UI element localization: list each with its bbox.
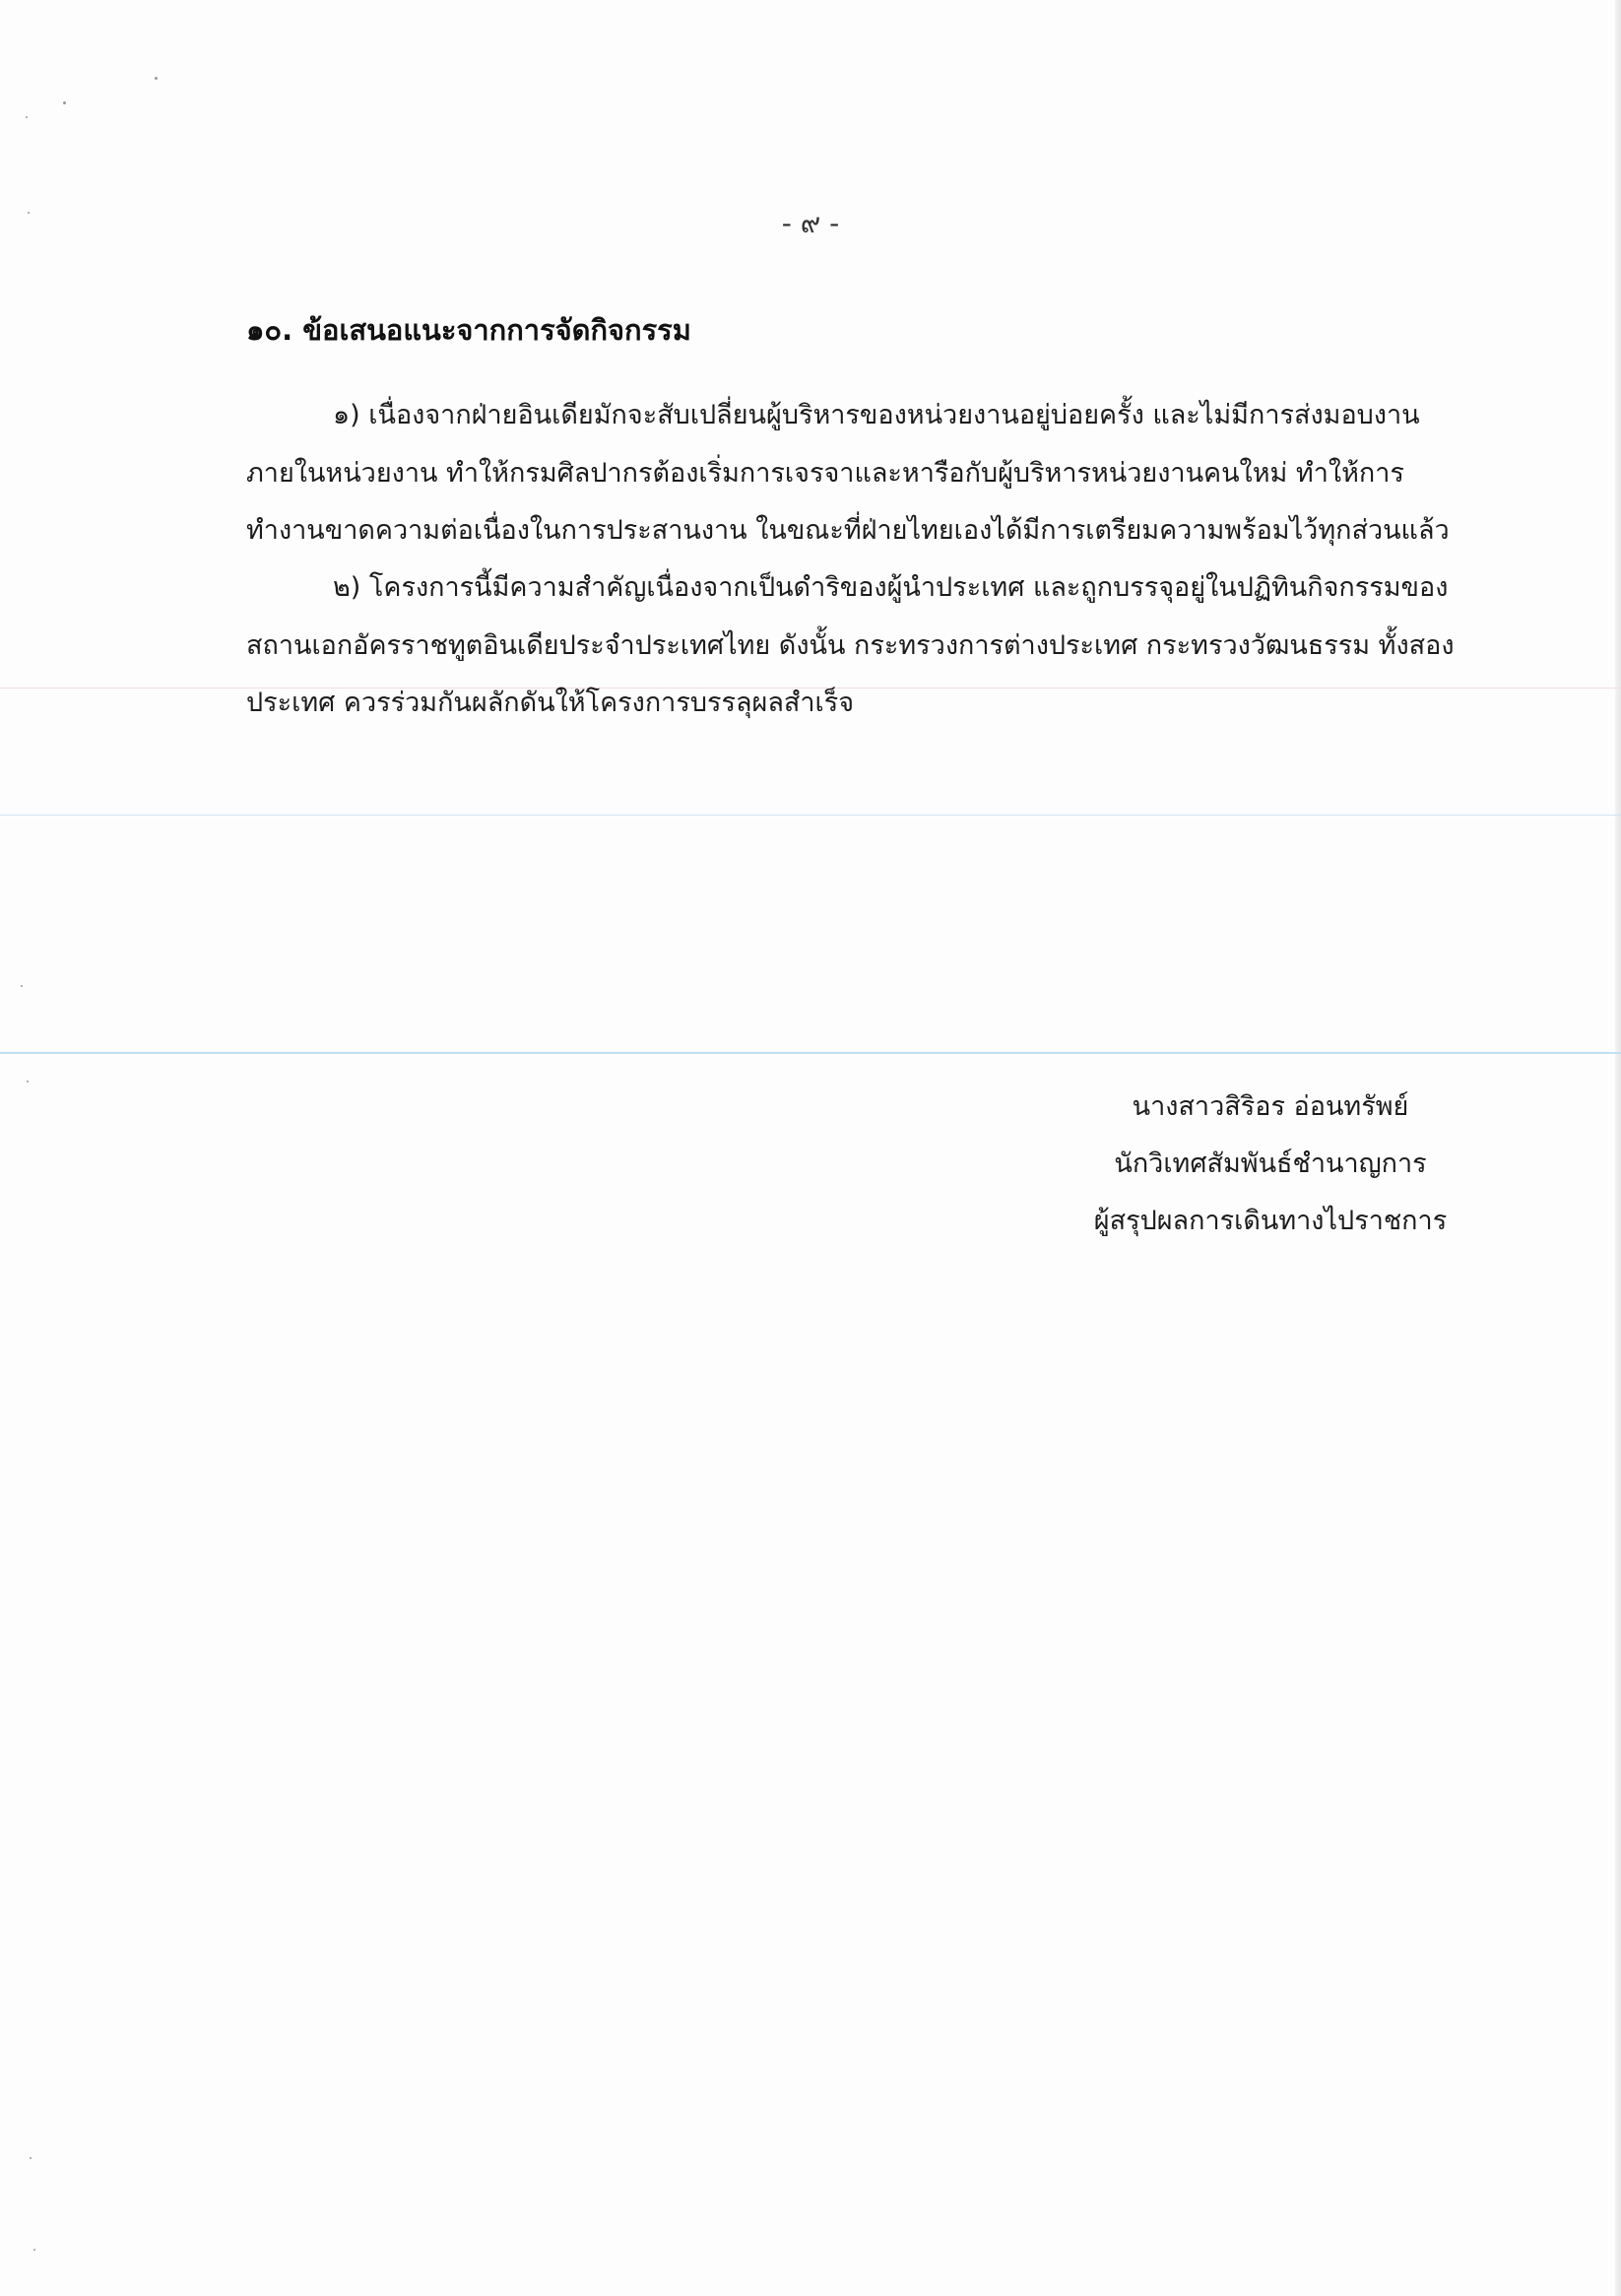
scan-speck xyxy=(33,2249,35,2251)
signatory-position: นักวิเทศสัมพันธ์ชำนาญการ xyxy=(1114,1148,1427,1179)
paragraph-1-line-2: ภายในหน่วยงาน ทำให้กรมศิลปากรต้องเริ่มการเจรจาและหารือกับผู้บริหารหน่วยงานคนใหม่ ทำให้การ xyxy=(246,458,1404,489)
paragraph-1-line-3: ทำงานขาดความต่อเนื่องในการประสานงาน ในขณะที่ฝ่ายไทยเองได้มีการเตรียมความพร้อมไว้ทุกส่วนแล้ว xyxy=(246,515,1450,546)
signatory-name: นางสาวสิริอร อ่อนทรัพย์ xyxy=(1132,1091,1409,1122)
page-number: - ๙ - xyxy=(781,207,840,239)
signatory-role: ผู้สรุปผลการเดินทางไปราชการ xyxy=(1093,1206,1448,1236)
paragraph-2-line-1: ๒) โครงการนี้มีความสำคัญเนื่องจากเป็นดำริของผู้นำประเทศ และถูกบรรจุอยู่ในปฏิทินกิจกรรมของ xyxy=(333,572,1449,603)
scan-speck xyxy=(30,2157,32,2159)
scan-edge-shadow xyxy=(1615,0,1621,2296)
section-heading: ๑๐. ข้อเสนอแนะจากการจัดกิจกรรม xyxy=(246,313,691,347)
scan-speck xyxy=(21,985,23,987)
scan-artifact-line xyxy=(0,1052,1621,1054)
scan-speck xyxy=(26,116,28,118)
paragraph-2-line-2: สถานเอกอัครราชทูตอินเดียประจำประเทศไทย ดังนั้น กระทรวงการต่างประเทศ กระทรวงวัฒนธรรม ทั้งสอง xyxy=(246,630,1455,661)
signature-block xyxy=(1034,1079,1507,1250)
scan-speck xyxy=(63,101,66,104)
scan-speck xyxy=(155,77,158,80)
scan-artifact-line xyxy=(0,815,1621,816)
paragraph-2-line-3: ประเทศ ควรร่วมกันผลักดันให้โครงการบรรลุผลสำเร็จ xyxy=(246,688,855,718)
paragraph-1-line-1: ๑) เนื่องจากฝ่ายอินเดียมักจะสับเปลี่ยนผู้บริหารของหน่วยงานอยู่บ่อยครั้ง และไม่มีการส่งมอบงาน xyxy=(333,400,1420,430)
scan-speck xyxy=(27,1081,29,1082)
